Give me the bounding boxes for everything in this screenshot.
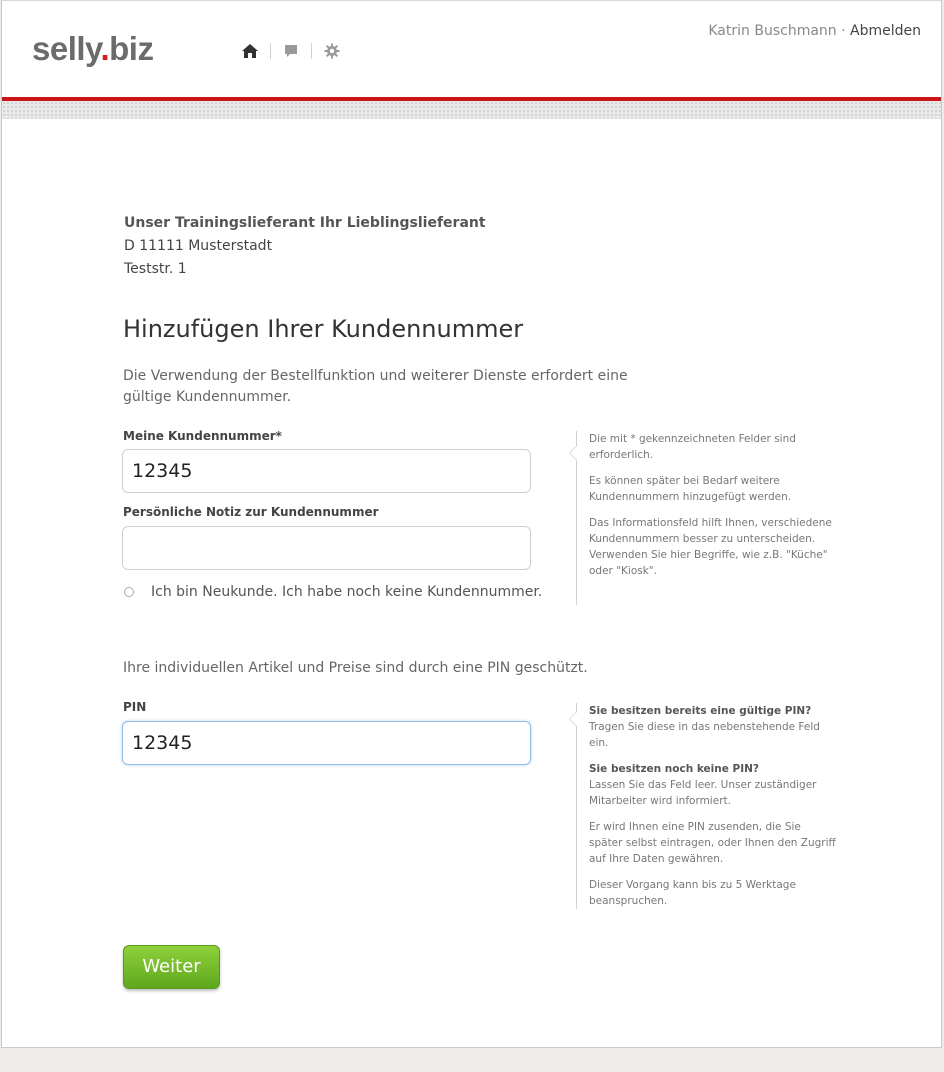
- new-customer-label: Ich bin Neukunde. Ich habe noch keine Kundennummer.: [151, 584, 543, 600]
- help-text: [589, 761, 836, 809]
- new-customer-option[interactable]: [124, 584, 542, 600]
- supplier-address: [124, 212, 486, 281]
- help-text: [589, 703, 836, 751]
- user-bar: [708, 23, 921, 39]
- note-input[interactable]: [122, 526, 531, 570]
- supplier-street: Teststr. 1: [124, 261, 187, 277]
- customer-number-label: Meine Kundennummer*: [123, 429, 282, 443]
- main-nav: [240, 41, 342, 61]
- logout-link[interactable]: Abmelden: [850, 23, 921, 39]
- logo[interactable]: [32, 29, 153, 69]
- customer-number-input[interactable]: 12345: [122, 449, 531, 493]
- header: [2, 1, 941, 97]
- help-heading: Sie besitzen bereits eine gültige PIN?: [589, 705, 812, 717]
- help-text: Er wird Ihnen eine PIN zusenden, die Sie später selbst eintragen, oder Ihnen den Zugriff auf Ihre Daten gewähren.: [589, 821, 836, 865]
- customer-help-panel: [576, 431, 836, 605]
- pin-intro-text: Ihre individuellen Artikel und Preise sind durch eine PIN geschützt.: [123, 660, 588, 676]
- logo-dot: .: [100, 30, 110, 67]
- supplier-name: Unser Trainingslieferant Ihr Lieblingslieferant: [124, 215, 486, 231]
- help-text: Es können später bei Bedarf weitere Kundennummern hinzugefügt werden.: [589, 475, 792, 503]
- logo-text: selly: [32, 30, 101, 67]
- supplier-city: D 11111 Musterstadt: [124, 238, 273, 254]
- help-heading: Sie besitzen noch keine PIN?: [589, 763, 760, 775]
- nav-divider: [270, 43, 271, 59]
- chat-icon[interactable]: [281, 41, 301, 61]
- help-pointer: [569, 711, 577, 727]
- logo-text-suffix: biz: [109, 30, 154, 67]
- nav-divider: [311, 43, 312, 59]
- user-bar-separator: ·: [841, 23, 846, 39]
- gear-icon[interactable]: [322, 41, 342, 61]
- user-name: Katrin Buschmann: [708, 23, 837, 39]
- help-text: Das Informationsfeld hilft Ihnen, verschiedene Kundennummern besser zu unterscheiden. Verwenden Sie hier Begriffe, wie z.B. "Küche" oder "Kiosk".: [589, 517, 832, 577]
- home-icon[interactable]: [240, 41, 260, 61]
- intro-text: Die Verwendung der Bestellfunktion und weiterer Dienste erfordert eine gültige Kundennummer.: [123, 368, 628, 405]
- help-text-line: Tragen Sie diese in das nebenstehende Feld ein.: [589, 721, 820, 749]
- pin-help-panel: [576, 703, 836, 909]
- pin-input[interactable]: 12345: [122, 721, 531, 765]
- note-label: Persönliche Notiz zur Kundennummer: [123, 505, 379, 519]
- header-pattern-strip: [2, 101, 941, 119]
- help-text-line: Lassen Sie das Feld leer. Unser zuständiger Mitarbeiter wird informiert.: [589, 779, 817, 807]
- continue-button[interactable]: Weiter: [123, 945, 220, 989]
- help-text: Dieser Vorgang kann bis zu 5 Werktage beanspruchen.: [589, 879, 796, 907]
- new-customer-radio[interactable]: [124, 587, 134, 597]
- pin-label: PIN: [123, 700, 147, 714]
- page-title: Hinzufügen Ihrer Kundennummer: [123, 315, 524, 343]
- help-text: Die mit * gekennzeichneten Felder sind erforderlich.: [589, 433, 796, 461]
- main-content: [2, 119, 941, 1047]
- page-frame: [1, 0, 942, 1048]
- help-pointer: [569, 445, 577, 461]
